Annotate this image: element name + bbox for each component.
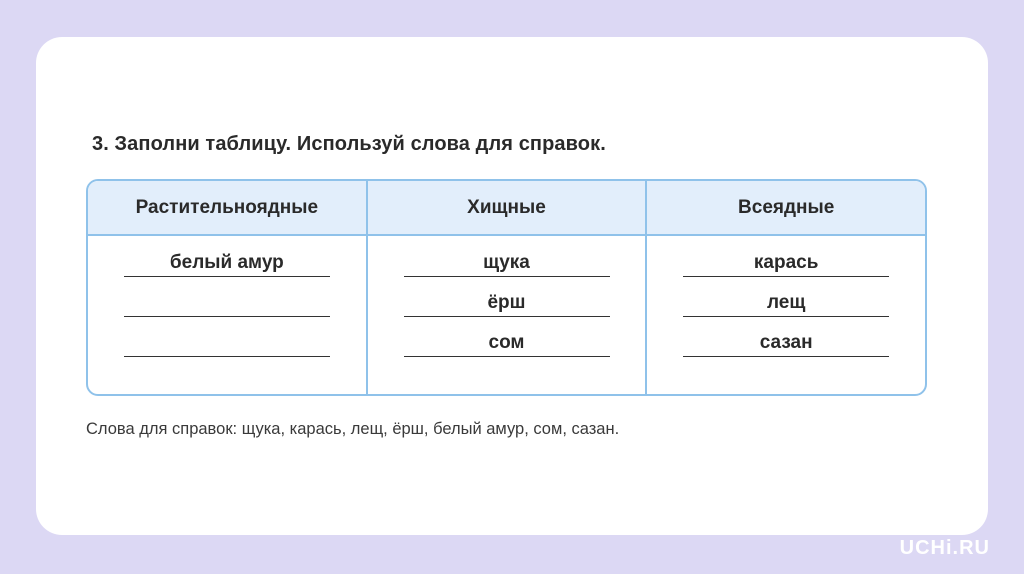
- answer-line: белый амур: [124, 250, 330, 277]
- answer-line: [124, 290, 330, 317]
- slide-card: [36, 37, 988, 535]
- column-header: Хищные: [368, 181, 646, 236]
- column-predators: [368, 181, 648, 394]
- column-body: [88, 236, 366, 370]
- answer-line: карась: [683, 250, 889, 277]
- answer-line: [124, 330, 330, 357]
- reference-words: Слова для справок: щука, карась, лещ, ёрш, белый амур, сом, сазан.: [86, 420, 620, 438]
- uchi-logo: UCHi.RU: [899, 537, 990, 559]
- answer-line: сом: [404, 330, 610, 357]
- column-omnivores: [647, 181, 925, 394]
- column-header: Всеядные: [647, 181, 925, 236]
- task-title: 3. Заполни таблицу. Используй слова для справок.: [92, 133, 606, 155]
- answer-line: ёрш: [404, 290, 610, 317]
- column-body: [647, 236, 925, 370]
- answer-line: лещ: [683, 290, 889, 317]
- answer-line: щука: [404, 250, 610, 277]
- column-body: [368, 236, 646, 370]
- fish-classification-table: [86, 179, 927, 396]
- column-herbivores: [88, 181, 368, 394]
- column-header: Растительноядные: [88, 181, 366, 236]
- answer-line: сазан: [683, 330, 889, 357]
